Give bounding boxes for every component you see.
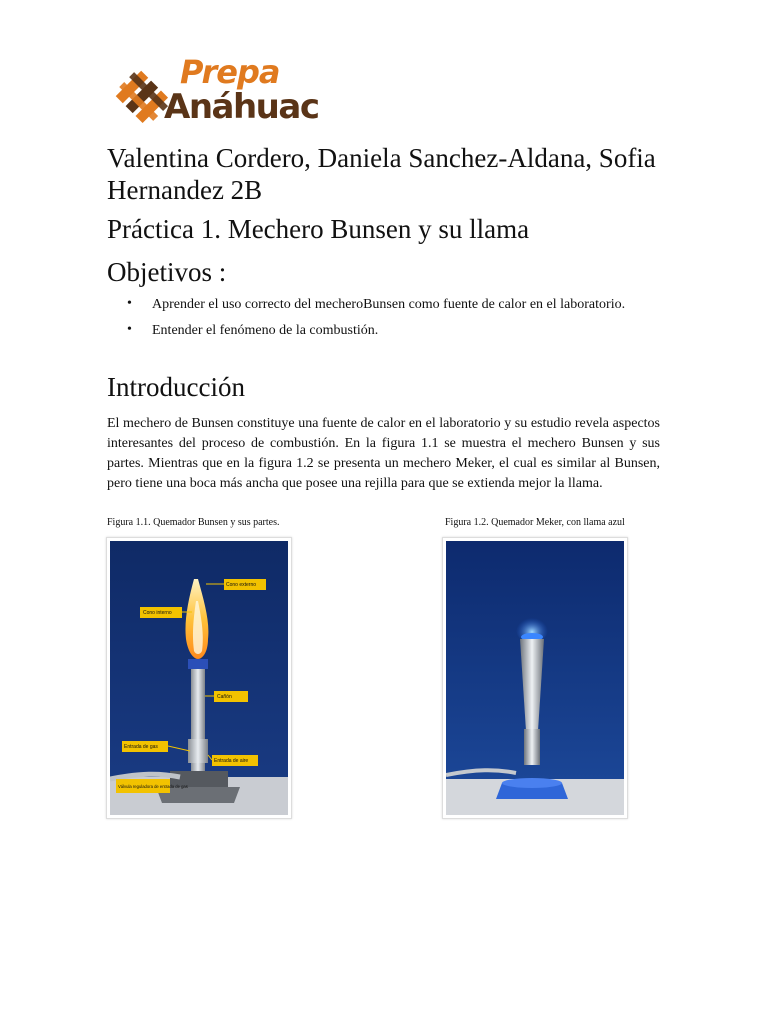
objective-item: • Aprender el uso correcto del mecheroBunsen como fuente de calor en el laboratorio. <box>125 296 625 314</box>
label-air-inlet: Entrada de aire <box>214 758 249 764</box>
figure-2-caption: Figura 1.2. Quemador Meker, con llama azul <box>445 517 625 528</box>
authors-heading: Valentina Cordero, Daniela Sanchez-Aldana, Sofia Hernandez 2B <box>107 143 656 205</box>
logo-word-anahuac: Anáhuac <box>164 87 319 127</box>
logo-word-prepa: Prepa <box>180 53 280 91</box>
objectives-heading: Objetivos : <box>107 257 227 287</box>
figure-1-caption: Figura 1.1. Quemador Bunsen y sus partes. <box>107 517 280 528</box>
prepa-anahuac-logo <box>112 53 319 135</box>
label-gas-valve: Válvula reguladora de entrada de gas <box>118 784 188 789</box>
meker-burner-photo <box>446 541 624 815</box>
figure-2-meker-burner <box>442 537 628 819</box>
introduction-heading: Introducción <box>107 372 245 402</box>
introduction-paragraph: El mechero de Bunsen constituye una fuente de calor en el laboratorio y su estudio revela aspectos interesantes del proceso de combustión. En la figura 1.1 se muestra el mechero Bunsen y sus partes. Mientras que en la figura 1.2 se presenta un mechero Meker, el cual es similar al Bunsen, pero tiene una boca más ancha que posee una rejilla para que se extienda mejor la llama. <box>107 416 660 491</box>
objective-item: • Entender el fenómeno de la combustión. <box>125 322 625 340</box>
objectives-list <box>125 296 625 348</box>
practice-title: Práctica 1. Mechero Bunsen y su llama <box>107 214 530 244</box>
label-barrel: Cañón <box>217 694 232 700</box>
label-inner-cone: Cono interno <box>143 610 172 616</box>
label-gas-inlet: Entrada de gas <box>124 744 158 750</box>
bunsen-burner-photo <box>110 541 288 815</box>
label-outer-cone: Cono externo <box>226 582 257 588</box>
figure-1-bunsen-burner <box>106 537 292 819</box>
